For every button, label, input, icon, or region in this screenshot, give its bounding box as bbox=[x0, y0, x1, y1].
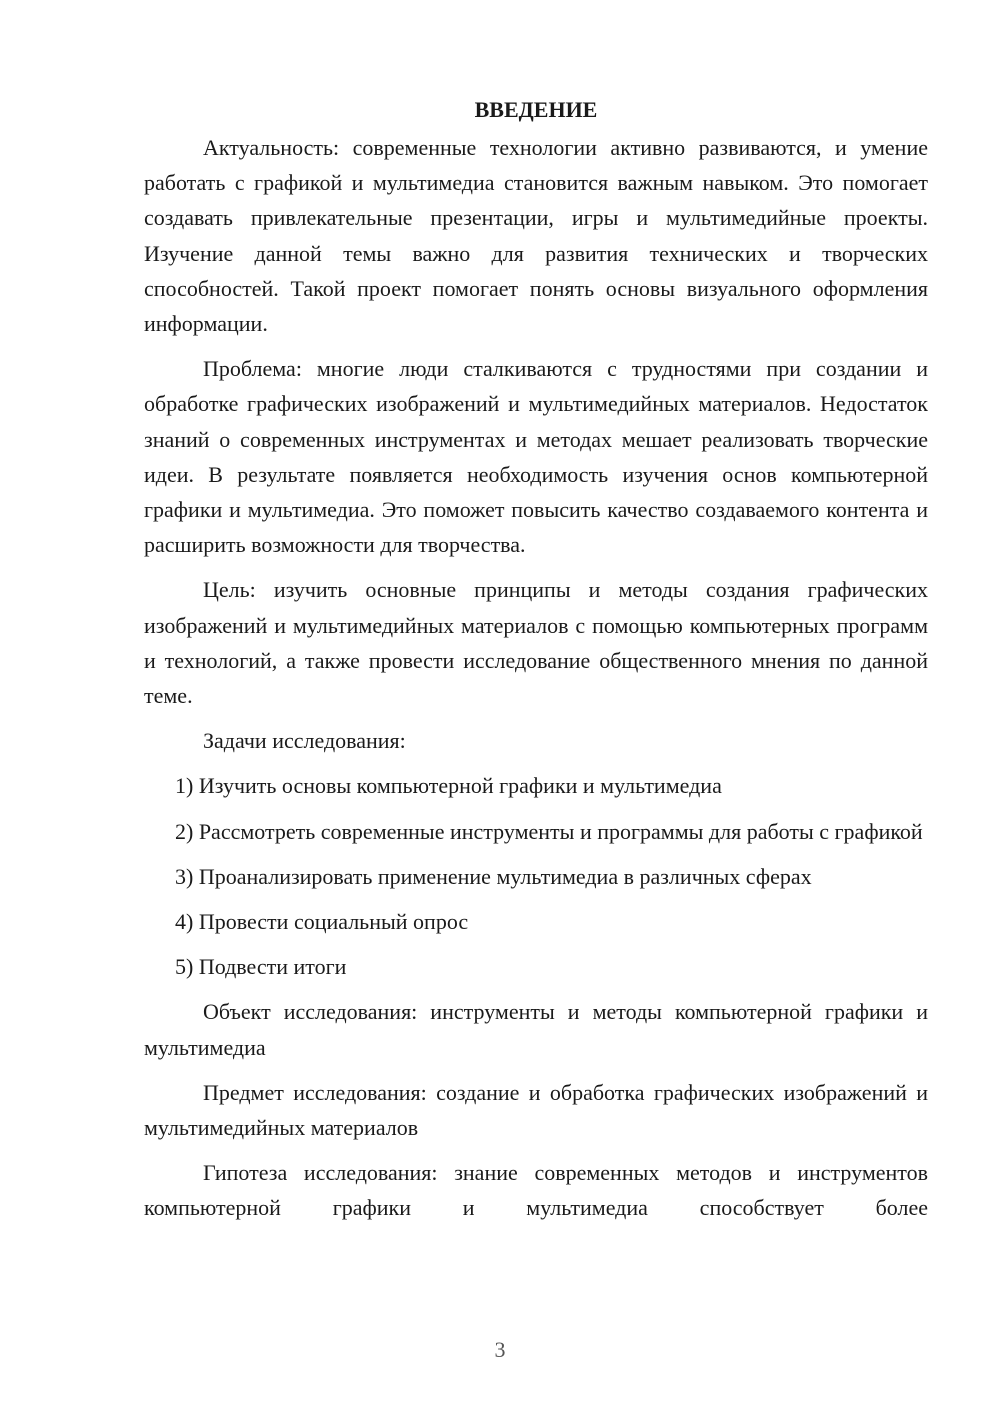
paragraph-subject: Предмет исследования: создание и обработка графических изображений и мультимедийных материалов bbox=[144, 1079, 928, 1141]
paragraph-hypothesis: Гипотеза исследования: знание современных методов и инструментов компьютерной графики и мультимедиа способствует более bbox=[144, 1160, 928, 1221]
task-item-4: 4) Провести социальный опрос bbox=[175, 909, 469, 935]
tasks-heading: Задачи исследования: bbox=[203, 728, 406, 754]
section-heading: ВВЕДЕНИЕ bbox=[474, 97, 598, 122]
task-item-5: 5) Подвести итоги bbox=[175, 954, 347, 980]
task-item-3: 3) Проанализировать применение мультимедиа в различных сферах bbox=[175, 863, 812, 889]
paragraph-problem: Проблема: многие люди сталкиваются с трудностями при создании и обработке графических изображений и мультимедийных материалов. Недостаток знаний о современных инструментах и методах мешает реализовать творческие идеи. В результате появляется необходимость изучения основ компьютерной графики и мультимедиа. Это поможет повысить качество создаваемого контента и расширить возможности для творчества. bbox=[144, 356, 928, 558]
document-page bbox=[144, 92, 928, 1236]
paragraph-relevance: Актуальность: современные технологии активно развиваются, и умение работать с графикой и мультимедиа становится важным навыком. Это помогает создавать привлекательные презентации, игры и мультимедийные проекты. Изучение данной темы важно для развития технических и творческих способностей. Такой проект помогает понять основы визуального оформления информации. bbox=[144, 135, 928, 337]
task-item-1: 1) Изучить основы компьютерной графики и мультимедиа bbox=[175, 773, 722, 799]
paragraph-goal: Цель: изучить основные принципы и методы создания графических изображений и мультимедийных материалов с помощью компьютерных программ и технологий, а также провести исследование общественного мнения по данной теме. bbox=[144, 577, 928, 709]
task-item-2: 2) Рассмотреть современные инструменты и программы для работы с графикой bbox=[175, 818, 923, 844]
page-number: 3 bbox=[494, 1337, 506, 1362]
paragraph-object: Объект исследования: инструменты и методы компьютерной графики и мультимедиа bbox=[144, 999, 928, 1060]
